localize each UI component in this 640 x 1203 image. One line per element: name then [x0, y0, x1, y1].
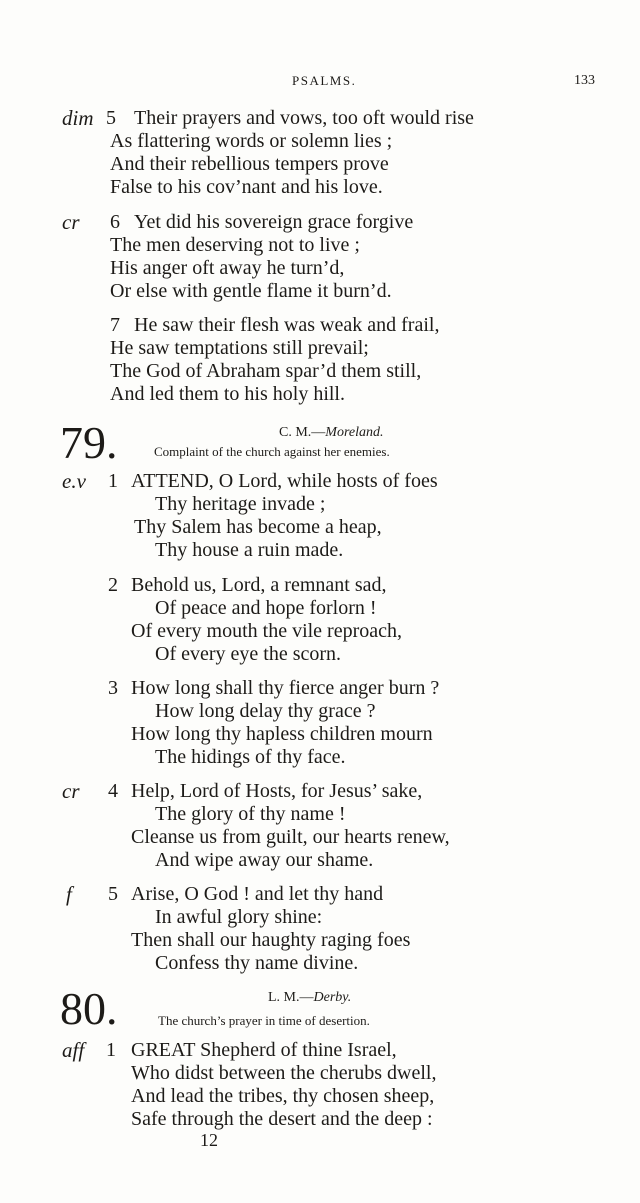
verse-line: The hidings of thy face. — [155, 746, 346, 768]
signature-mark: 12 — [200, 1130, 218, 1150]
verse-line: How long thy hapless children mourn — [131, 723, 433, 745]
running-title: PSALMS. — [292, 73, 357, 88]
verse-line: False to his cov’nant and his love. — [110, 176, 383, 198]
stanza-number: 5 — [106, 107, 116, 129]
running-header — [0, 73, 640, 95]
verse-line: And lead the tribes, thy chosen sheep, — [131, 1085, 435, 1107]
dynamic-mark: cr — [62, 210, 80, 234]
verse-line: Cleanse us from guilt, our hearts renew, — [131, 826, 450, 848]
verse-line: Of every eye the scorn. — [155, 643, 342, 665]
hymn-number: 80. — [60, 983, 118, 1034]
dynamic-mark: e.v — [62, 469, 86, 493]
verse-line: Confess thy name divine. — [155, 952, 359, 974]
stanza-number: 4 — [108, 780, 118, 802]
verse-line: How long delay thy grace ? — [155, 700, 376, 722]
meter: C. M.— — [279, 425, 326, 440]
stanza-number: 3 — [108, 677, 118, 699]
verse-line: Thy house a ruin made. — [155, 539, 344, 561]
dynamic-mark: cr — [62, 779, 80, 803]
verse-line: Of peace and hope forlorn ! — [155, 597, 377, 619]
verse-line: And their rebellious tempers prove — [110, 153, 389, 175]
verse-line: Help, Lord of Hosts, for Jesus’ sake, — [131, 780, 423, 802]
verse-line: And led them to his holy hill. — [110, 383, 345, 405]
verse-line: Thy heritage invade ; — [155, 493, 326, 515]
verse-line: His anger oft away he turn’d, — [110, 257, 345, 279]
dynamic-mark: aff — [62, 1038, 85, 1062]
stanza-number: 1 — [106, 1039, 116, 1061]
verse-line: Thy Salem has become a heap, — [134, 516, 382, 538]
verse-line: Their prayers and vows, too oft would rise — [134, 107, 474, 129]
verse-line: Of every mouth the vile reproach, — [131, 620, 403, 642]
verse-line: In awful glory shine: — [155, 906, 323, 928]
verse-line: He saw temptations still prevail; — [110, 337, 369, 359]
stanza-number: 7 — [110, 314, 120, 336]
hymn-number: 79. — [60, 417, 118, 468]
verse-line: Who didst between the cherubs dwell, — [131, 1062, 437, 1084]
verse-line: Behold us, Lord, a remnant sad, — [131, 574, 387, 596]
verse-line: The God of Abraham spar’d them still, — [110, 360, 422, 382]
meter: L. M.— — [268, 990, 314, 1005]
verse-line: GREAT Shepherd of thine Israel, — [131, 1039, 397, 1061]
hymn-subtitle: The church’s prayer in time of desertion. — [158, 1013, 370, 1028]
verse-line: The men deserving not to live ; — [110, 234, 360, 256]
verse-line: How long shall thy fierce anger burn ? — [131, 677, 440, 699]
stanza-number: 6 — [110, 211, 120, 233]
verse-line: Yet did his sovereign grace forgive — [134, 211, 414, 233]
verse-line: ATTEND, O Lord, while hosts of foes — [131, 470, 438, 492]
tune-name: Derby. — [313, 990, 352, 1005]
verse-line: As flattering words or solemn lies ; — [110, 130, 393, 152]
verse-line: Safe through the desert and the deep : — [131, 1108, 433, 1130]
dynamic-mark: dim — [62, 106, 94, 130]
meter-tune — [279, 425, 384, 441]
hymn-subtitle: Complaint of the church against her enemies. — [154, 444, 390, 459]
verse-line: Arise, O God ! and let thy hand — [131, 883, 384, 905]
dynamic-mark: f — [66, 882, 72, 906]
verse-line: And wipe away our shame. — [155, 849, 374, 871]
verse-line: Or else with gentle flame it burn’d. — [110, 280, 392, 302]
stanza-number: 5 — [108, 883, 118, 905]
page-number: 133 — [574, 73, 595, 88]
stanza-number: 1 — [108, 470, 118, 492]
meter-tune — [268, 990, 351, 1006]
verse-line: The glory of thy name ! — [155, 803, 346, 825]
verse-line: He saw their flesh was weak and frail, — [134, 314, 440, 336]
tune-name: Moreland. — [325, 425, 384, 440]
stanza-number: 2 — [108, 574, 118, 596]
verse-line: Then shall our haughty raging foes — [131, 929, 411, 951]
